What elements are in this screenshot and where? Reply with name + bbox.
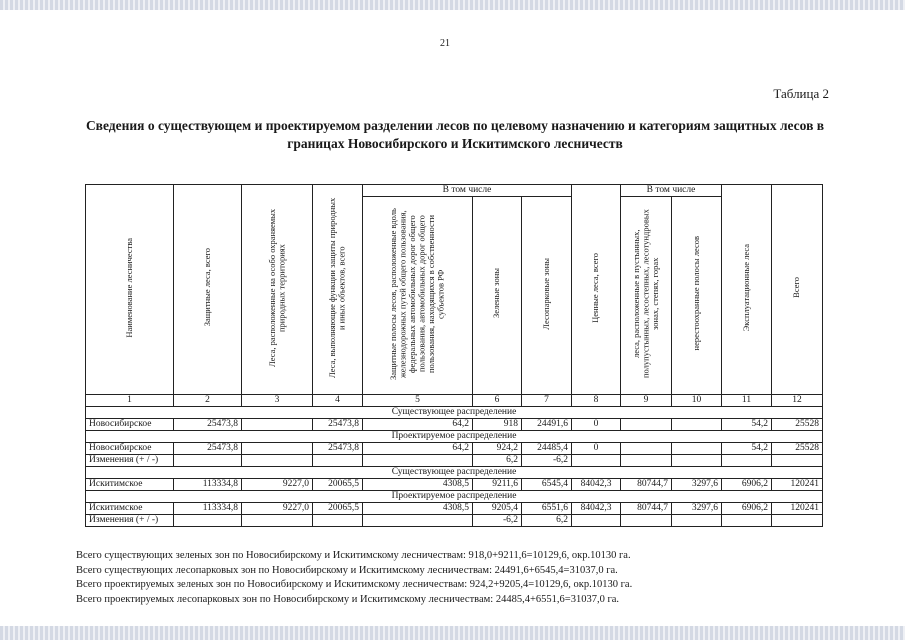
table-cell <box>621 515 672 527</box>
table-row <box>86 419 823 431</box>
row-label: Искитимское <box>86 503 174 515</box>
column-number: 6 <box>473 395 522 407</box>
column-number: 7 <box>522 395 572 407</box>
column-header: Ценные леса, всего <box>572 185 621 395</box>
table-cell: 24485,4 <box>522 443 572 455</box>
column-header: Эксплуатационные леса <box>722 185 772 395</box>
table-cell <box>242 515 313 527</box>
table-cell <box>672 515 722 527</box>
row-label: Новосибирское <box>86 443 174 455</box>
table-cell: 6545,4 <box>522 479 572 491</box>
column-header: Всего <box>772 185 823 395</box>
table-cell <box>242 455 313 467</box>
page-number: 21 <box>440 38 450 49</box>
table-cell: 20065,5 <box>313 503 363 515</box>
section-header-row <box>86 467 823 479</box>
table-cell: 54,2 <box>722 419 772 431</box>
table-cell: 25473,8 <box>313 443 363 455</box>
summary-note: Всего существующих зеленых зон по Новосибирскому и Искитимскому лесничествам: 918,0+9211,6=10129,6, окр.10130 га. <box>76 550 631 561</box>
column-header: Зеленые зоны <box>473 197 522 395</box>
table-cell <box>572 515 621 527</box>
summary-notes <box>76 549 632 607</box>
column-header: Леса, расположенные на особо охраняемых природных территориях <box>242 185 313 395</box>
table-cell: 9205,4 <box>473 503 522 515</box>
document-title <box>60 117 850 153</box>
row-label: Изменения (+ / -) <box>86 455 174 467</box>
table-cell <box>621 443 672 455</box>
table-cell: 3297,6 <box>672 503 722 515</box>
column-header: Защитные полосы лесов, расположенные вдоль железнодорожных путей общего пользования, федеральных автомобильных дорог общего пользования, автомобильных дорог общего пользования, находящихся в собственности субъектов РФ <box>363 197 473 395</box>
table-cell: 25473,8 <box>313 419 363 431</box>
table-cell: 120241 <box>772 479 823 491</box>
table-cell <box>242 419 313 431</box>
group-header-left: В том числе <box>363 185 572 197</box>
row-label: Искитимское <box>86 479 174 491</box>
table-cell: 924,2 <box>473 443 522 455</box>
table-cell: 84042,3 <box>572 479 621 491</box>
table-cell: 6,2 <box>473 455 522 467</box>
table-cell <box>672 455 722 467</box>
table-cell: 20065,5 <box>313 479 363 491</box>
table-cell: 4308,5 <box>363 479 473 491</box>
table-cell <box>572 455 621 467</box>
table-cell <box>621 455 672 467</box>
table-cell: -6,2 <box>522 455 572 467</box>
table-cell: 25528 <box>772 419 823 431</box>
table-cell <box>242 443 313 455</box>
title-line-2: границах Новосибирского и Искитимского лесничеств <box>287 136 623 151</box>
table-cell: 9227,0 <box>242 479 313 491</box>
column-header: Лесопарковые зоны <box>522 197 572 395</box>
table-cell <box>672 443 722 455</box>
column-header: леса, расположенные в пустынных, полупустынных, лесостепных, лесотундровых зонах, степях, горах <box>621 197 672 395</box>
table-row <box>86 479 823 491</box>
column-header: Защитные леса, всего <box>174 185 242 395</box>
table-cell: -6,2 <box>473 515 522 527</box>
table-cell: 113334,8 <box>174 479 242 491</box>
table-cell <box>363 515 473 527</box>
table-cell <box>672 419 722 431</box>
table-cell <box>772 515 823 527</box>
table-cell <box>722 455 772 467</box>
column-header: Леса, выполняющие функции защиты природных и иных объектов, всего <box>313 185 363 395</box>
table-cell <box>313 455 363 467</box>
table-cell: 9211,6 <box>473 479 522 491</box>
forest-distribution-table <box>85 184 823 527</box>
section-title: Проектируемое распределение <box>86 491 823 503</box>
table-row <box>86 455 823 467</box>
column-number: 2 <box>174 395 242 407</box>
table-row <box>86 503 823 515</box>
column-number: 11 <box>722 395 772 407</box>
row-label: Новосибирское <box>86 419 174 431</box>
table-cell: 80744,7 <box>621 479 672 491</box>
table-cell: 80744,7 <box>621 503 672 515</box>
table-row <box>86 443 823 455</box>
column-number: 4 <box>313 395 363 407</box>
table-cell <box>174 515 242 527</box>
table-cell: 24491,6 <box>522 419 572 431</box>
column-number: 8 <box>572 395 621 407</box>
table-cell: 25473,8 <box>174 419 242 431</box>
table-cell <box>313 515 363 527</box>
table-cell: 25528 <box>772 443 823 455</box>
column-number: 1 <box>86 395 174 407</box>
table-cell <box>722 515 772 527</box>
table-cell: 64,2 <box>363 419 473 431</box>
table-cell: 0 <box>572 443 621 455</box>
column-number: 5 <box>363 395 473 407</box>
title-line-1: Сведения о существующем и проектируемом разделении лесов по целевому назначению и категориям защитных лесов в <box>85 118 825 133</box>
summary-note: Всего проектируемых лесопарковых зон по Новосибирскому и Искитимскому лесничествам: 24485,4+6551,6=31037,0 га. <box>76 593 620 605</box>
group-header-right: В том числе <box>621 185 722 197</box>
table-header <box>86 185 823 395</box>
table-cell: 6906,2 <box>722 479 772 491</box>
table-cell: 3297,6 <box>672 479 722 491</box>
section-title: Существующее распределение <box>86 407 823 419</box>
column-number-row <box>86 395 823 407</box>
section-title: Проектируемое распределение <box>86 431 823 443</box>
section-header-row <box>86 491 823 503</box>
table-cell: 4308,5 <box>363 503 473 515</box>
section-header-row <box>86 407 823 419</box>
table-label: Таблица 2 <box>773 86 829 101</box>
column-number: 10 <box>672 395 722 407</box>
table-cell: 54,2 <box>722 443 772 455</box>
table-cell: 918 <box>473 419 522 431</box>
table-cell <box>772 455 823 467</box>
summary-note: Всего существующих лесопарковых зон по Новосибирскому и Искитимскому лесничествам: 24491,6+6545,4=31037,0 га. <box>76 564 618 576</box>
table-cell: 113334,8 <box>174 503 242 515</box>
row-label: Изменения (+ / -) <box>86 515 174 527</box>
scan-edge-top <box>0 0 905 10</box>
section-header-row <box>86 431 823 443</box>
table-cell: 6551,6 <box>522 503 572 515</box>
column-number: 9 <box>621 395 672 407</box>
table-cell <box>621 419 672 431</box>
table-cell: 64,2 <box>363 443 473 455</box>
table-cell <box>363 455 473 467</box>
summary-note: Всего проектируемых зеленых зон по Новосибирскому и Искитимскому лесничествам: 924,2+9205,4=10129,6, окр.10130 га. <box>76 579 633 590</box>
table-cell: 0 <box>572 419 621 431</box>
table-cell: 6906,2 <box>722 503 772 515</box>
table-cell: 84042,3 <box>572 503 621 515</box>
column-header: Наименование лесничества <box>86 185 174 395</box>
table-cell: 6,2 <box>522 515 572 527</box>
table-cell: 9227,0 <box>242 503 313 515</box>
table-cell: 25473,8 <box>174 443 242 455</box>
table-cell <box>174 455 242 467</box>
table-row <box>86 515 823 527</box>
table-cell: 120241 <box>772 503 823 515</box>
table-body <box>86 395 823 527</box>
scan-edge-bottom <box>0 626 905 640</box>
column-number: 12 <box>772 395 823 407</box>
section-title: Существующее распределение <box>86 467 823 479</box>
column-number: 3 <box>242 395 313 407</box>
column-header: нерестоохранные полосы лесов <box>672 197 722 395</box>
